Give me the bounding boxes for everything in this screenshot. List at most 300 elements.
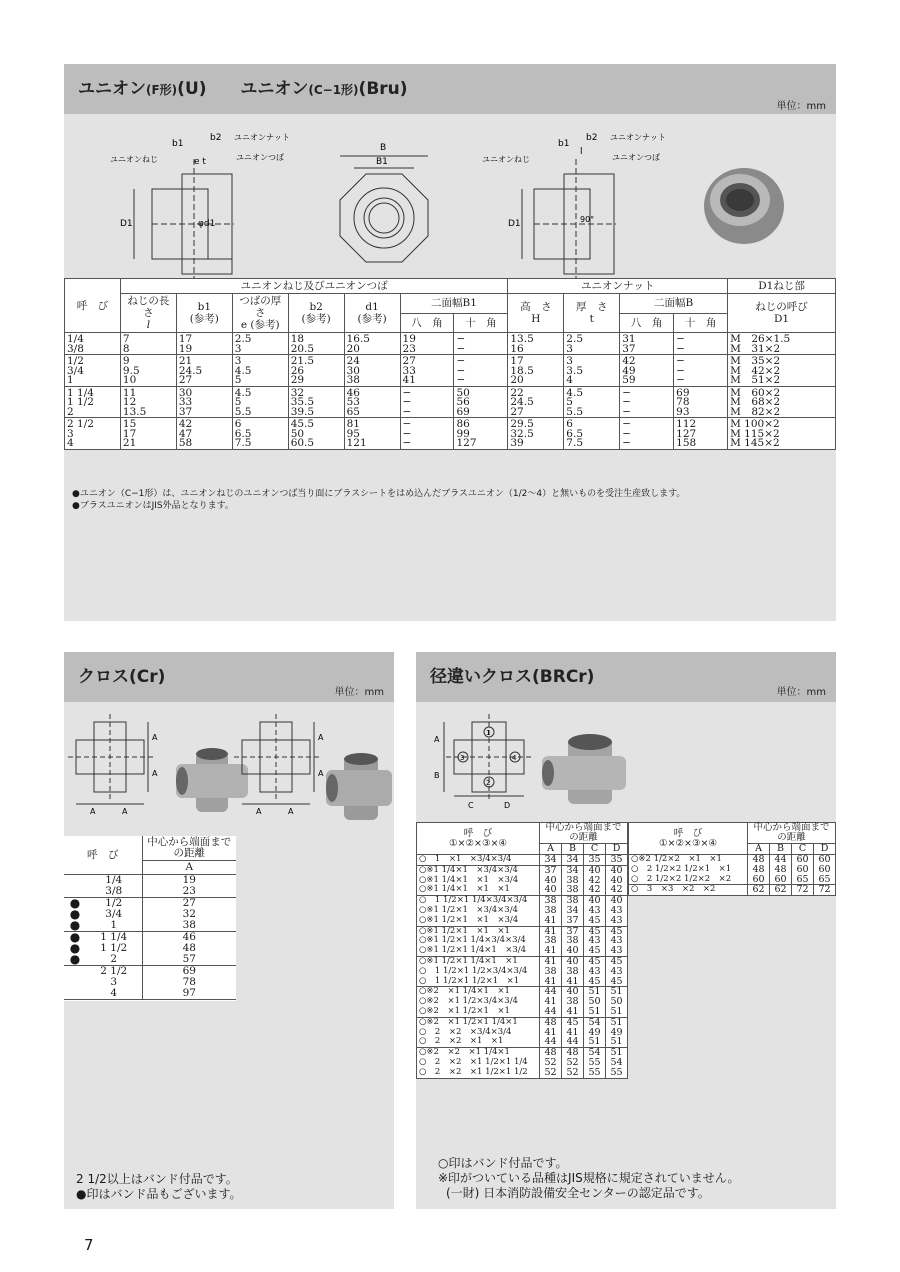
- cross-cell-mark: ●: [69, 941, 81, 955]
- table-row: [417, 916, 628, 926]
- cross-cell-size: 2 1/2: [86, 966, 142, 978]
- union-cell-thread: M 145×2: [728, 439, 836, 449]
- brcr-cell-d: 65: [814, 875, 836, 885]
- union-cell-h: 13.5: [508, 333, 564, 345]
- brcr-cell-b: 37: [562, 916, 584, 926]
- union-cell-d1: 95: [344, 430, 400, 440]
- col-nimen-b: 二面幅B: [620, 294, 728, 314]
- union-cell-h: 17: [508, 355, 564, 367]
- fig-A-2: A: [152, 769, 158, 778]
- brcr-cell-a: 41: [540, 977, 562, 987]
- col-d1: d1 (参考): [344, 294, 400, 333]
- union-cell-size: 1 1/2: [65, 398, 121, 408]
- table-row: [64, 920, 236, 932]
- cross-cell-mark: ●: [69, 907, 81, 921]
- union-f-section-drawing: [134, 159, 234, 278]
- union-cell-b2: 50: [288, 430, 344, 440]
- brcr-cell-b: 40: [562, 987, 584, 997]
- fig-A-1: A: [152, 733, 158, 742]
- cross-col-dist: 中心から端面までの距離: [142, 836, 236, 861]
- union-cell-d1: 46: [344, 386, 400, 398]
- table-row: [65, 408, 836, 418]
- cross-panel: [64, 652, 394, 1209]
- brcr-cell-a: 38: [540, 936, 562, 946]
- union-panel: [64, 64, 836, 621]
- brcr-table-right-body: [629, 855, 836, 896]
- brcr-cell-a: 44: [540, 1037, 562, 1047]
- brcr-cell-name: ○※1 1/4×1 ×3/4×3/4: [417, 865, 540, 875]
- brcr-foot-1: ○印はバンド付品です。: [438, 1156, 568, 1170]
- union-cell-b1_dec: 56: [454, 398, 508, 408]
- brcr-cell-d: 72: [814, 885, 836, 896]
- union-cell-b_oct: 49: [620, 367, 674, 377]
- brcr-cell-c: 49: [584, 1028, 606, 1038]
- brcr-cell-a: 52: [540, 1058, 562, 1068]
- label-D1-c1: D1: [508, 219, 521, 229]
- brcr-cell-a: 44: [540, 987, 562, 997]
- brcr-cell-a: 48: [540, 1017, 562, 1027]
- union-cell-b1: 30: [176, 386, 232, 398]
- cross-unit: 単位：mm: [334, 687, 384, 698]
- table-row: [64, 932, 236, 944]
- union-cell-b_oct: −: [620, 408, 674, 418]
- union-cell-size: 2 1/2: [65, 418, 121, 430]
- table-row: [64, 977, 236, 988]
- brcr-cell-name: ○ 3 ×3 ×2 ×2: [629, 885, 748, 896]
- brcr-cell-c: 51: [584, 1007, 606, 1017]
- brcr-cell-b: 38: [562, 936, 584, 946]
- brcr-cell-b: 38: [562, 967, 584, 977]
- brcr-footnotes: [438, 1156, 739, 1201]
- cross-cell-a: 69: [142, 966, 236, 978]
- cross-cell-size: 3/8: [86, 886, 142, 898]
- cross-cell-size: 3: [86, 977, 142, 988]
- union-notes: [72, 488, 685, 512]
- union-cell-b2: 18: [288, 333, 344, 345]
- label-collar: ユニオンつば: [236, 153, 284, 162]
- brcr-panel: [416, 652, 836, 1209]
- brcr-fig-B: B: [434, 771, 440, 780]
- cross-cell-mark: ●: [69, 918, 81, 932]
- union-cell-e: 3: [232, 345, 288, 355]
- union-table-head: [65, 279, 836, 333]
- brcr-cell-c: 55: [584, 1068, 606, 1078]
- cross-foot-1: 2 1/2以上はバンド付品です。: [76, 1172, 238, 1186]
- brcr-cell-b: 40: [562, 946, 584, 956]
- union-cell-t: 4.5: [564, 386, 620, 398]
- table-row: [417, 885, 628, 895]
- union-cell-t: 6: [564, 418, 620, 430]
- union-cell-b1_dec: 127: [454, 439, 508, 449]
- union-cell-b1_oct: 23: [400, 345, 454, 355]
- brcr-cell-a: 41: [540, 956, 562, 966]
- cross-header: [64, 652, 394, 702]
- cross-table-body: [64, 875, 236, 1001]
- brcr-cell-name: ○※1 1/2×1 ×3/4×3/4: [417, 906, 540, 916]
- brcr-cell-a: 41: [540, 1028, 562, 1038]
- union-cell-b2: 20.5: [288, 345, 344, 355]
- label-d1: φd1: [198, 219, 216, 229]
- brcr-cell-d: 51: [606, 1037, 628, 1047]
- brcr-cell-a: 41: [540, 916, 562, 926]
- brcr-col-yobi-right: 呼 び ①×②×③×④: [629, 823, 748, 855]
- brcr-cell-a: 41: [540, 997, 562, 1007]
- union-cell-b1_dec: 86: [454, 418, 508, 430]
- union-cell-e: 4.5: [232, 367, 288, 377]
- union-cell-l: 12: [120, 398, 176, 408]
- brcr-cell-a: 62: [748, 885, 770, 896]
- label-b1-c1: b1: [558, 139, 570, 149]
- union-cell-thread: M 82×2: [728, 408, 836, 418]
- brcr-foot-2: ※印がついている品種はJIS規格に規定されていません。: [438, 1171, 740, 1185]
- brcr-cell-name: ○※1 1/2×1 1/4×1 ×1: [417, 956, 540, 966]
- brcr-cell-a: 52: [540, 1068, 562, 1078]
- union-cell-b1_dec: −: [454, 376, 508, 386]
- brcr-cell-d: 40: [606, 876, 628, 886]
- union-cell-thread: M 115×2: [728, 430, 836, 440]
- fig-A-7: A: [256, 807, 262, 816]
- label-collar-c1: ユニオンつば: [612, 153, 660, 162]
- table-row: [64, 988, 236, 1000]
- brcr-fig-A: A: [434, 735, 440, 744]
- brcr-cell-d: 35: [606, 855, 628, 866]
- union-cell-size: 3/8: [65, 345, 121, 355]
- brcr-cell-b: 52: [562, 1058, 584, 1068]
- col-b1-oct: 八 角: [400, 313, 454, 333]
- brcr-cell-d: 40: [606, 865, 628, 875]
- union-cell-b1: 58: [176, 439, 232, 449]
- cross-cell-mark: ●: [69, 952, 81, 966]
- union-cell-h: 22: [508, 386, 564, 398]
- brcr-cell-c: 40: [584, 896, 606, 906]
- cross-cell-a: 78: [182, 976, 196, 988]
- col-thread: ねじの呼び D1: [728, 294, 836, 333]
- brcr-col-b-left: B: [562, 844, 584, 855]
- brcr-cell-c: 50: [584, 997, 606, 1007]
- cross-foot-2: ●印はバンド品もございます。: [76, 1187, 242, 1201]
- union-cell-e: 3: [232, 355, 288, 367]
- brcr-cell-d: 40: [606, 896, 628, 906]
- brcr-cell-a: 38: [540, 906, 562, 916]
- col-l: ねじの長 さ l: [120, 294, 176, 333]
- union-cell-b1_dec: −: [454, 367, 508, 377]
- col-e: つばの厚 さ e (参考): [232, 294, 288, 333]
- brcr-foot-3: (一財) 日本消防設備安全センターの認定品です。: [446, 1186, 710, 1200]
- union-cell-b1_dec: 99: [454, 430, 508, 440]
- union-cell-b1_dec: 50: [454, 386, 508, 398]
- union-cell-b2: 60.5: [288, 439, 344, 449]
- page-number: 7: [84, 1236, 94, 1254]
- brcr-cell-name: ○ 1 ×1 ×3/4×3/4: [417, 855, 540, 866]
- union-cell-thread: M 51×2: [728, 376, 836, 386]
- brcr-cell-b: 41: [562, 1007, 584, 1017]
- fig-A-6: A: [318, 769, 324, 778]
- union-cell-b_oct: −: [620, 439, 674, 449]
- brcr-cell-b: 41: [562, 977, 584, 987]
- table-row: [64, 886, 236, 898]
- union-cell-thread: M 35×2: [728, 355, 836, 367]
- table-row: [629, 885, 836, 896]
- brcr-cell-a: 60: [748, 875, 770, 885]
- union-cell-d1: 16.5: [344, 333, 400, 345]
- union-cell-d1: 53: [344, 398, 400, 408]
- union-cell-b1: 47: [176, 430, 232, 440]
- brcr-table-left-body: [417, 855, 628, 1079]
- union-cell-size: 4: [65, 439, 121, 449]
- label-B1: B1: [376, 157, 388, 167]
- union-cell-b_oct: −: [620, 386, 674, 398]
- brcr-cell-d: 49: [606, 1028, 628, 1038]
- cross-cell-a: 48: [182, 942, 196, 954]
- union-cell-b_dec: 69: [674, 386, 728, 398]
- table-row: [629, 875, 836, 885]
- brcr-cell-name: ○ 2 ×2 ×1 1/2×1 1/4: [417, 1058, 540, 1068]
- union-cell-h: 27: [508, 408, 564, 418]
- union-cell-h: 20: [508, 376, 564, 386]
- union-cell-b_dec: 78: [674, 398, 728, 408]
- union-cell-b1_oct: −: [400, 418, 454, 430]
- label-D1: D1: [120, 219, 133, 229]
- brcr-cell-c: 43: [584, 906, 606, 916]
- union-cell-l: 21: [120, 439, 176, 449]
- cross-cell-mark: ●: [64, 898, 86, 910]
- union-cell-b2: 26: [288, 367, 344, 377]
- union-cell-b1_oct: −: [400, 430, 454, 440]
- union-cell-b_dec: 93: [674, 408, 728, 418]
- cross-photo-2: [326, 753, 392, 820]
- brcr-cell-a: 48: [748, 855, 770, 865]
- union-cell-h: 18.5: [508, 367, 564, 377]
- brcr-cell-d: 45: [606, 926, 628, 936]
- col-b2: b2 (参考): [288, 294, 344, 333]
- union-cell-l: 17: [120, 430, 176, 440]
- union-cell-b_oct: −: [620, 418, 674, 430]
- brcr-cell-c: 43: [584, 967, 606, 977]
- union-cell-d1: 30: [344, 367, 400, 377]
- brcr-cell-d: 54: [606, 1058, 628, 1068]
- table-end: [64, 1000, 236, 1001]
- union-cell-b1: 42: [176, 418, 232, 430]
- brcr-cell-name: ○※2 ×1 1/2×1 ×1: [417, 1007, 540, 1017]
- brcr-cell-b: 38: [562, 876, 584, 886]
- cross-cell-a: 46: [142, 932, 236, 944]
- brcr-col-dist-left: 中心から端面までの距離: [540, 823, 628, 844]
- fig-A-5: A: [318, 733, 324, 742]
- brcr-cell-b: 52: [562, 1068, 584, 1078]
- table-row: [64, 898, 236, 910]
- brcr-cell-name: ○※2 ×1 1/2×3/4×3/4: [417, 997, 540, 1007]
- brcr-col-dist-right: 中心から端面までの距離: [748, 823, 836, 844]
- brcr-cell-name: ○ 1 1/2×1 1/4×3/4×3/4: [417, 896, 540, 906]
- union-cell-size: 1/2: [65, 355, 121, 367]
- union-cell-d1: 38: [344, 376, 400, 386]
- brcr-cell-name: ○ 2 ×2 ×1 1/2×1 1/2: [417, 1068, 540, 1078]
- table-row: [417, 1017, 628, 1027]
- brcr-col-a-right: A: [748, 844, 770, 855]
- cross-cell-size: 3/4: [86, 909, 142, 920]
- cross-cell-a: 97: [182, 987, 196, 999]
- union-cell-e: 6: [232, 418, 288, 430]
- union-cell-b_dec: −: [674, 333, 728, 345]
- cross-cell-a: 38: [182, 919, 196, 931]
- brcr-cell-name: ○ 2 1/2×2 1/2×1 ×1: [629, 865, 748, 875]
- union-cell-l: 10: [120, 376, 176, 386]
- fig-A-4: A: [122, 807, 128, 816]
- union-cell-b_oct: 59: [620, 376, 674, 386]
- union-cell-l: 13.5: [120, 408, 176, 418]
- brcr-cell-c: 54: [584, 1048, 606, 1058]
- brcr-cell-name: ○ 2 ×2 ×1 ×1: [417, 1037, 540, 1047]
- label-90-c1: 90°: [580, 215, 595, 224]
- brcr-cell-a: 37: [540, 865, 562, 875]
- brcr-cell-c: 35: [584, 855, 606, 866]
- union-cell-b1_oct: −: [400, 386, 454, 398]
- union-cell-b2: 32: [288, 386, 344, 398]
- cross-cell-mark: [64, 988, 86, 1000]
- union-cell-t: 5.5: [564, 408, 620, 418]
- union-cell-h: 24.5: [508, 398, 564, 408]
- union-cell-b_dec: −: [674, 345, 728, 355]
- union-cell-t: 5: [564, 398, 620, 408]
- union-title: ユニオン(F形)(U) ユニオン(C−1形)(Bru): [78, 79, 408, 99]
- union-cell-e: 2.5: [232, 333, 288, 345]
- brcr-cell-d: 51: [606, 1048, 628, 1058]
- group-nut: ユニオンナット: [508, 279, 728, 294]
- union-cell-size: 1: [65, 376, 121, 386]
- brcr-cell-b: 38: [562, 885, 584, 895]
- label-screw-c1: ユニオンねじ: [482, 155, 530, 164]
- brcr-unit: 単位：mm: [776, 687, 826, 698]
- union-cell-b_dec: −: [674, 355, 728, 367]
- union-cell-b1: 24.5: [176, 367, 232, 377]
- brcr-cell-d: 45: [606, 977, 628, 987]
- label-l-c1: l: [580, 147, 583, 157]
- brcr-col-b-right: B: [770, 844, 792, 855]
- union-cell-b_dec: 127: [674, 430, 728, 440]
- union-photo: [704, 168, 784, 244]
- union-cell-size: 3: [65, 430, 121, 440]
- brcr-cell-name: ○ 2 ×2 ×3/4×3/4: [417, 1028, 540, 1038]
- union-cell-h: 16: [508, 345, 564, 355]
- union-cell-h: 32.5: [508, 430, 564, 440]
- union-cell-h: 29.5: [508, 418, 564, 430]
- table-row: [417, 855, 628, 866]
- union-cell-b1_oct: −: [400, 439, 454, 449]
- brcr-cell-c: 43: [584, 936, 606, 946]
- brcr-cell-d: 43: [606, 967, 628, 977]
- brcr-cell-a: 48: [540, 1048, 562, 1058]
- col-yobi: 呼 び: [65, 279, 121, 333]
- cross-footnotes: [76, 1172, 242, 1202]
- col-b-dec: 十 角: [674, 313, 728, 333]
- col-height: 高 さ H: [508, 294, 564, 333]
- union-table-body: [65, 333, 836, 450]
- brcr-col-c-right: C: [792, 844, 814, 855]
- label-nut: ユニオンナット: [234, 133, 290, 142]
- label-nut-c1: ユニオンナット: [610, 133, 666, 142]
- cross-cell-a: 19: [142, 875, 236, 887]
- union-cell-l: 9: [120, 355, 176, 367]
- brcr-cell-b: 38: [562, 896, 584, 906]
- union-cell-b1_dec: −: [454, 355, 508, 367]
- brcr-cell-name: ○※1 1/4×1 ×1 ×1: [417, 885, 540, 895]
- brcr-cell-c: 51: [584, 1037, 606, 1047]
- cross-spec-table: [64, 836, 236, 1001]
- brcr-cell-b: 34: [562, 865, 584, 875]
- label-e-t: e t: [194, 157, 206, 167]
- union-cell-e: 4.5: [232, 386, 288, 398]
- brcr-col-yobi-left: 呼 び ①×②×③×④: [417, 823, 540, 855]
- brcr-cell-c: 65: [792, 875, 814, 885]
- fig-A-3: A: [90, 807, 96, 816]
- union-header: [64, 64, 836, 114]
- table-row: [417, 1037, 628, 1047]
- union-cell-t: 7.5: [564, 439, 620, 449]
- union-cell-b2: 35.5: [288, 398, 344, 408]
- union-cell-t: 4: [564, 376, 620, 386]
- brcr-cell-d: 43: [606, 946, 628, 956]
- cross-cell-a: 57: [182, 953, 196, 965]
- union-cell-e: 5.5: [232, 408, 288, 418]
- table-row: [64, 909, 236, 920]
- union-cell-b1: 19: [176, 345, 232, 355]
- union-cell-b_dec: −: [674, 376, 728, 386]
- union-cell-t: 6.5: [564, 430, 620, 440]
- brcr-cell-d: 42: [606, 885, 628, 895]
- brcr-cell-d: 50: [606, 997, 628, 1007]
- brcr-cell-a: 41: [540, 946, 562, 956]
- brcr-col-d-right: D: [814, 844, 836, 855]
- union-cell-size: 1/4: [65, 333, 121, 345]
- union-end-view: [340, 156, 428, 262]
- union-cell-t: 3.5: [564, 367, 620, 377]
- brcr-col-a-left: A: [540, 844, 562, 855]
- brcr-fig-n4: 4: [512, 754, 517, 762]
- brcr-cell-name: ○※2 1/2×2 ×1 ×1: [629, 855, 748, 865]
- brcr-cell-name: ○※2 ×1 1/4×1 ×1: [417, 987, 540, 997]
- brcr-cell-a: 41: [540, 926, 562, 936]
- cross-cell-a: 32: [182, 908, 196, 920]
- brcr-cell-d: 60: [814, 855, 836, 865]
- union-cell-b1: 17: [176, 333, 232, 345]
- union-cell-thread: M 100×2: [728, 418, 836, 430]
- union-cell-b_dec: 158: [674, 439, 728, 449]
- unit-label: 単位：mm: [776, 101, 826, 112]
- brcr-col-d-left: D: [606, 844, 628, 855]
- brcr-cell-d: 51: [606, 1007, 628, 1017]
- brcr-header: [416, 652, 836, 702]
- union-cell-b1: 33: [176, 398, 232, 408]
- union-cell-thread: M 42×2: [728, 367, 836, 377]
- cross-cell-size: 2: [86, 954, 142, 966]
- union-note-1: ●ユニオン（C−1形）は、ユニオンねじのユニオンつば当り面にブラスシートをはめ込んだブラスユニオン（1/2〜4）と無いものを受注生産致します。: [72, 489, 686, 499]
- union-cell-b1: 27: [176, 376, 232, 386]
- union-cell-b_dec: −: [674, 367, 728, 377]
- cross-cell-mark: ●: [64, 932, 86, 944]
- fig-A-8: A: [288, 807, 294, 816]
- brcr-cell-b: 44: [562, 1037, 584, 1047]
- brcr-col-c-left: C: [584, 844, 606, 855]
- union-cell-b2: 45.5: [288, 418, 344, 430]
- union-cell-b_oct: 31: [620, 333, 674, 345]
- group-d1: D1ねじ部: [728, 279, 836, 294]
- union-cell-size: 1 1/4: [65, 386, 121, 398]
- brcr-cell-d: 45: [606, 956, 628, 966]
- brcr-cell-b: 48: [770, 865, 792, 875]
- brcr-cell-d: 43: [606, 906, 628, 916]
- cross-cell-size: 1 1/2: [86, 943, 142, 954]
- label-b1: b1: [172, 139, 184, 149]
